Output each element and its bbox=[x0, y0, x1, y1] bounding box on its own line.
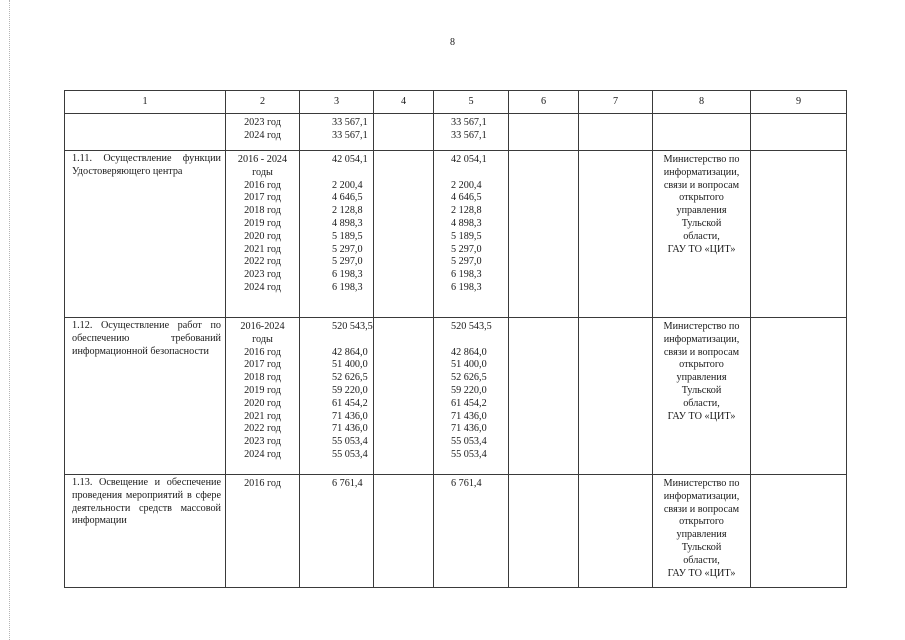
cell-line: 42 864,0 bbox=[451, 346, 487, 358]
responsible-cell bbox=[653, 475, 751, 588]
cell-line: 5 189,5 bbox=[332, 230, 363, 242]
table-header-row bbox=[65, 91, 847, 114]
cell-line: 5 297,0 bbox=[332, 256, 363, 268]
measure-title: 1.13. Освещение и обеспечение проведения мероприятий в сфере деятельности средств массовой информации bbox=[72, 477, 221, 527]
cell-line bbox=[332, 334, 373, 347]
column-header: 9 bbox=[751, 91, 847, 114]
cell-line: области, bbox=[683, 554, 720, 566]
cell-line: 2 200,4 bbox=[332, 179, 363, 191]
table-row-1-13 bbox=[65, 475, 847, 588]
responsible-cell bbox=[653, 151, 751, 318]
cell-line: 2016 год bbox=[244, 346, 281, 358]
cell-line: Министерство по bbox=[663, 321, 740, 332]
cell-line: 520 543,5 bbox=[332, 321, 373, 332]
col5-cell bbox=[434, 114, 509, 151]
column-header: 4 bbox=[374, 91, 434, 114]
cell-line: ГАУ ТО «ЦИТ» bbox=[667, 243, 736, 255]
cell-line: 2016 год bbox=[244, 179, 281, 191]
column-header: 2 bbox=[226, 91, 300, 114]
cell-line: годы bbox=[252, 333, 273, 345]
cell-line: информатизации, bbox=[663, 333, 740, 345]
cell-line: 520 543,5 bbox=[451, 321, 492, 332]
cell-line: 61 454,2 bbox=[451, 397, 487, 409]
binding-margin-dots bbox=[9, 0, 10, 640]
cell-line: 6 198,3 bbox=[332, 281, 363, 293]
cell-line: 2024 год bbox=[244, 448, 281, 460]
cell-line: 33 567,1 bbox=[332, 129, 368, 141]
cell-line: Тульской bbox=[681, 384, 722, 396]
cell-line: ГАУ ТО «ЦИТ» bbox=[667, 567, 736, 579]
col3-cell bbox=[300, 318, 374, 475]
cell-line: 42 054,1 bbox=[332, 154, 368, 165]
cell-line: управления bbox=[676, 529, 727, 541]
cell-line: 2019 год bbox=[244, 217, 281, 229]
cell-line bbox=[332, 167, 373, 180]
cell-line: связи и вопросам bbox=[663, 346, 740, 358]
cell-line: 4 646,5 bbox=[451, 192, 482, 204]
cell-line: 2021 год bbox=[244, 243, 281, 255]
cell-line: связи и вопросам bbox=[663, 503, 740, 515]
col5-cell bbox=[434, 475, 509, 588]
cell-line: 2016 - 2024 bbox=[237, 154, 288, 165]
table-row-1-12 bbox=[65, 318, 847, 475]
column-header: 6 bbox=[509, 91, 579, 114]
cell-line: 71 436,0 bbox=[332, 410, 368, 422]
cell-line: 2019 год bbox=[244, 384, 281, 396]
col9-cell bbox=[751, 151, 847, 318]
cell-line: 71 436,0 bbox=[332, 423, 368, 435]
years-cell bbox=[226, 318, 300, 475]
cell-line: 6 198,3 bbox=[451, 269, 482, 281]
col4-cell bbox=[374, 114, 434, 151]
col7-cell bbox=[579, 151, 653, 318]
years-cell bbox=[226, 475, 300, 588]
cell-line: 55 053,4 bbox=[451, 448, 487, 460]
cell-line: 2016-2024 bbox=[240, 321, 285, 332]
cell-line: 42 864,0 bbox=[332, 346, 368, 358]
cell-line: открытого bbox=[679, 516, 724, 528]
cell-line: 59 220,0 bbox=[451, 384, 487, 396]
cell-line: 2017 год bbox=[244, 359, 281, 371]
cell-line: 52 626,5 bbox=[332, 372, 368, 384]
cell-line: Министерство по bbox=[663, 478, 740, 489]
cell-line: 2024 год bbox=[244, 281, 281, 293]
col7-cell bbox=[579, 318, 653, 475]
col5-cell bbox=[434, 318, 509, 475]
col7-cell bbox=[579, 475, 653, 588]
cell-line: области, bbox=[683, 397, 720, 409]
cell-line: информатизации, bbox=[663, 166, 740, 178]
cell-line: 2024 год bbox=[244, 129, 281, 141]
col4-cell bbox=[374, 475, 434, 588]
col9-cell bbox=[751, 475, 847, 588]
cell-line: 2 200,4 bbox=[451, 179, 482, 191]
cell-line: 55 053,4 bbox=[332, 436, 368, 448]
cell-line: 2023 год bbox=[244, 436, 281, 448]
column-header: 1 bbox=[65, 91, 226, 114]
title-cell bbox=[65, 318, 226, 475]
cell-line: 59 220,0 bbox=[332, 384, 368, 396]
cell-line: Тульской bbox=[681, 217, 722, 229]
cell-line: 2023 год bbox=[244, 269, 281, 281]
cell-line: 33 567,1 bbox=[451, 117, 487, 128]
cell-line: Тульской bbox=[681, 541, 722, 553]
cell-line: связи и вопросам bbox=[663, 179, 740, 191]
cell-line: открытого bbox=[679, 359, 724, 371]
years-cell bbox=[226, 151, 300, 318]
cell-line: 55 053,4 bbox=[451, 436, 487, 448]
col6-cell bbox=[509, 151, 579, 318]
cell-line: 2023 год bbox=[244, 117, 281, 128]
responsible-cell bbox=[653, 114, 751, 151]
cell-line: годы bbox=[252, 166, 273, 178]
col4-cell bbox=[374, 151, 434, 318]
col4-cell bbox=[374, 318, 434, 475]
cell-line: 6 198,3 bbox=[451, 281, 482, 293]
cell-line: 4 646,5 bbox=[332, 192, 363, 204]
cell-line: 52 626,5 bbox=[451, 372, 487, 384]
col9-cell bbox=[751, 318, 847, 475]
program-table bbox=[64, 90, 847, 588]
col3-cell bbox=[300, 475, 374, 588]
cell-line: 2016 год bbox=[244, 478, 281, 489]
cell-line: 2021 год bbox=[244, 410, 281, 422]
cell-line: 71 436,0 bbox=[451, 410, 487, 422]
col6-cell bbox=[509, 475, 579, 588]
column-header: 7 bbox=[579, 91, 653, 114]
title-cell bbox=[65, 151, 226, 318]
cell-line: 6 761,4 bbox=[451, 478, 482, 489]
col5-cell bbox=[434, 151, 509, 318]
col3-cell bbox=[300, 151, 374, 318]
cell-line: 2018 год bbox=[244, 372, 281, 384]
cell-line: 33 567,1 bbox=[332, 117, 368, 128]
cell-line: открытого bbox=[679, 192, 724, 204]
cell-line: 51 400,0 bbox=[332, 359, 368, 371]
cell-line: 5 297,0 bbox=[451, 256, 482, 268]
cell-line bbox=[451, 167, 508, 180]
title-cell bbox=[65, 475, 226, 588]
cell-line: 2022 год bbox=[244, 423, 281, 435]
cell-line: 4 898,3 bbox=[332, 217, 363, 229]
cell-line: 5 297,0 bbox=[451, 243, 482, 255]
cell-line: 6 761,4 bbox=[332, 478, 363, 489]
cell-line: управления bbox=[676, 372, 727, 384]
cell-line: ГАУ ТО «ЦИТ» bbox=[667, 410, 736, 422]
cell-line: 5 297,0 bbox=[332, 243, 363, 255]
col6-cell bbox=[509, 318, 579, 475]
page-number: 8 bbox=[450, 37, 455, 48]
cell-line: 5 189,5 bbox=[451, 230, 482, 242]
title-cell bbox=[65, 114, 226, 151]
col3-cell bbox=[300, 114, 374, 151]
table-row-1-11 bbox=[65, 151, 847, 318]
cell-line: 2 128,8 bbox=[332, 205, 363, 217]
col7-cell bbox=[579, 114, 653, 151]
cell-line: 4 898,3 bbox=[451, 217, 482, 229]
cell-line: области, bbox=[683, 230, 720, 242]
measure-title: 1.11. Осуществление функции Удостоверяющего центра bbox=[72, 153, 221, 177]
cell-line: 2020 год bbox=[244, 230, 281, 242]
cell-line: 71 436,0 bbox=[451, 423, 487, 435]
column-header: 5 bbox=[434, 91, 509, 114]
cell-line: 55 053,4 bbox=[332, 448, 368, 460]
cell-line: информатизации, bbox=[663, 490, 740, 502]
cell-line: 2017 год bbox=[244, 192, 281, 204]
cell-line: 2 128,8 bbox=[451, 205, 482, 217]
years-cell bbox=[226, 114, 300, 151]
cell-line: управления bbox=[676, 205, 727, 217]
cell-line: 61 454,2 bbox=[332, 397, 368, 409]
col6-cell bbox=[509, 114, 579, 151]
column-header: 8 bbox=[653, 91, 751, 114]
cell-line: 2018 год bbox=[244, 205, 281, 217]
measure-title: 1.12. Осуществление работ по обеспечению требований информационной безопасности bbox=[72, 320, 221, 357]
cell-line: 33 567,1 bbox=[451, 129, 487, 141]
responsible-cell bbox=[653, 318, 751, 475]
cell-line: 6 198,3 bbox=[332, 269, 363, 281]
col9-cell bbox=[751, 114, 847, 151]
cell-line bbox=[451, 334, 508, 347]
cell-line: Министерство по bbox=[663, 154, 740, 165]
cell-line: 2022 год bbox=[244, 256, 281, 268]
cell-line: 51 400,0 bbox=[451, 359, 487, 371]
table-row-continuation bbox=[65, 114, 847, 151]
cell-line: 42 054,1 bbox=[451, 154, 487, 165]
cell-line: 2020 год bbox=[244, 397, 281, 409]
column-header: 3 bbox=[300, 91, 374, 114]
